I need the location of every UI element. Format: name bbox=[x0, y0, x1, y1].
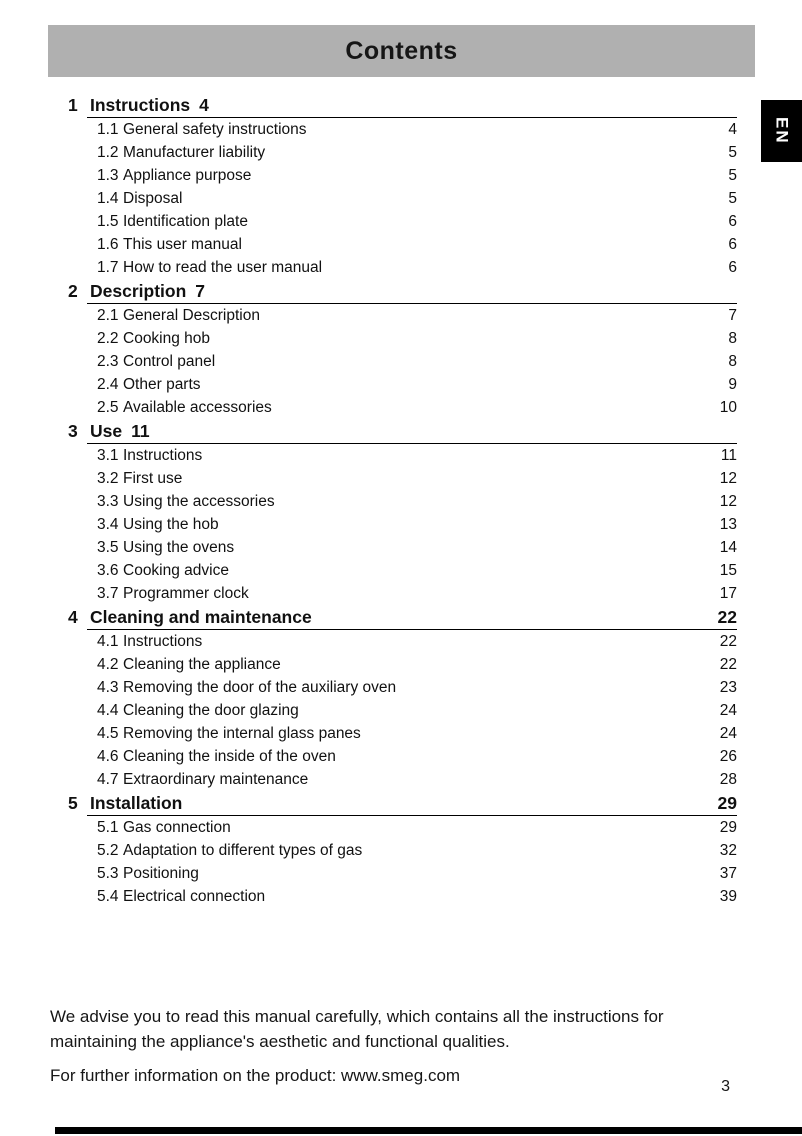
toc-item-title: Using the accessories bbox=[123, 493, 275, 510]
toc-item-number: 2.4 bbox=[97, 376, 119, 393]
toc-item-title: General safety instructions bbox=[123, 121, 307, 138]
toc-item-number: 4.3 bbox=[97, 679, 119, 696]
toc-item bbox=[65, 467, 737, 490]
toc-section-title: Cleaning and maintenance bbox=[90, 607, 312, 627]
toc-item-title: Instructions bbox=[123, 633, 203, 650]
page-title: Contents bbox=[345, 36, 458, 65]
toc-item-title: Cooking hob bbox=[123, 330, 211, 347]
toc-item-page: 6 bbox=[728, 259, 737, 276]
toc-section-header bbox=[65, 279, 737, 303]
toc-item bbox=[65, 745, 737, 768]
toc bbox=[65, 93, 737, 908]
toc-item-title: First use bbox=[123, 470, 183, 487]
toc-section-number: 5 bbox=[68, 793, 78, 813]
toc-item-title: Electrical connection bbox=[123, 888, 266, 905]
toc-item-page: 9 bbox=[728, 376, 737, 393]
toc-item bbox=[65, 582, 737, 605]
toc-item-title: Instructions bbox=[123, 447, 203, 464]
toc-item-page: 5 bbox=[728, 190, 737, 207]
toc-item-page: 7 bbox=[728, 307, 737, 324]
toc-section-header bbox=[65, 93, 737, 117]
toc-item-page: 39 bbox=[719, 888, 737, 905]
toc-item-title: Extraordinary maintenance bbox=[123, 771, 309, 788]
toc-item-page: 28 bbox=[719, 771, 737, 788]
toc-item-number: 1.7 bbox=[97, 259, 119, 276]
toc-item-title: Available accessories bbox=[123, 399, 272, 416]
toc-item-number: 5.2 bbox=[97, 842, 119, 859]
toc-item-title: Other parts bbox=[123, 376, 201, 393]
toc-item-page: 37 bbox=[719, 865, 737, 882]
toc-item-page: 11 bbox=[720, 447, 737, 464]
toc-item-number: 3.1 bbox=[97, 447, 119, 464]
toc-item bbox=[65, 839, 737, 862]
toc-item-title: Using the hob bbox=[123, 516, 219, 533]
toc-item-number: 3.4 bbox=[97, 516, 119, 533]
toc-item-title: Gas connection bbox=[123, 819, 231, 836]
toc-item bbox=[65, 141, 737, 164]
toc-item-number: 1.5 bbox=[97, 213, 119, 230]
toc-item bbox=[65, 653, 737, 676]
toc-item-page: 6 bbox=[728, 213, 737, 230]
toc-item-title: Programmer clock bbox=[123, 585, 249, 602]
toc-item-title: Removing the door of the auxiliary oven bbox=[123, 679, 397, 696]
toc-item-number: 5.4 bbox=[97, 888, 119, 905]
toc-item-number: 4.4 bbox=[97, 702, 119, 719]
footer-note bbox=[50, 1004, 705, 1088]
toc-item-number: 2.1 bbox=[97, 307, 119, 324]
toc-item bbox=[65, 304, 737, 327]
toc-item-number: 3.6 bbox=[97, 562, 119, 579]
toc-section-number: 3 bbox=[68, 421, 78, 441]
toc-item-page: 23 bbox=[719, 679, 737, 696]
toc-item bbox=[65, 490, 737, 513]
toc-item-title: Cooking advice bbox=[123, 562, 229, 579]
toc-item bbox=[65, 630, 737, 653]
toc-item bbox=[65, 210, 737, 233]
more-info-text: For further information on the product: www.smeg.com bbox=[50, 1066, 461, 1085]
toc-item-page: 29 bbox=[719, 819, 737, 836]
toc-item-page: 15 bbox=[719, 562, 737, 579]
toc-section-page: 7 bbox=[195, 281, 206, 301]
toc-item-page: 8 bbox=[728, 330, 737, 347]
toc-item-number: 4.1 bbox=[97, 633, 119, 650]
toc-item-page: 12 bbox=[719, 493, 737, 510]
toc-item-page: 8 bbox=[728, 353, 737, 370]
toc-section-page: 4 bbox=[199, 95, 209, 115]
toc-item bbox=[65, 559, 737, 582]
toc-section-title: Description bbox=[90, 281, 187, 301]
toc-section-title: Installation bbox=[90, 793, 183, 813]
toc-item bbox=[65, 513, 737, 536]
toc-item-number: 1.3 bbox=[97, 167, 119, 184]
toc-section-page: 11 bbox=[131, 421, 150, 441]
toc-item-number: 3.5 bbox=[97, 539, 119, 556]
toc-item bbox=[65, 327, 737, 350]
toc-item-title: Control panel bbox=[123, 353, 216, 370]
toc-item-number: 2.2 bbox=[97, 330, 119, 347]
toc-item bbox=[65, 862, 737, 885]
toc-item bbox=[65, 256, 737, 279]
toc-section-header bbox=[65, 605, 737, 629]
toc-item-number: 4.6 bbox=[97, 748, 119, 765]
toc-item bbox=[65, 350, 737, 373]
toc-item-title: General Description bbox=[123, 307, 260, 324]
toc-item-title: Using the ovens bbox=[123, 539, 235, 556]
bottom-bar bbox=[55, 1127, 802, 1134]
advice-text: We advise you to read this manual carefully, which contains all the instructions for maintaining the appliance's aesthetic and functional qualities. bbox=[50, 1007, 664, 1051]
toc-item bbox=[65, 444, 737, 467]
language-tab bbox=[761, 100, 802, 162]
toc-section-header bbox=[65, 419, 737, 443]
toc-section-number: 2 bbox=[68, 281, 78, 301]
toc-item-number: 1.4 bbox=[97, 190, 119, 207]
toc-section-number: 1 bbox=[68, 95, 78, 115]
toc-item bbox=[65, 885, 737, 908]
toc-item-number: 1.1 bbox=[97, 121, 119, 138]
toc-item bbox=[65, 722, 737, 745]
toc-item bbox=[65, 396, 737, 419]
toc-item-number: 2.3 bbox=[97, 353, 119, 370]
toc-item-title: Positioning bbox=[123, 865, 199, 882]
toc-item-number: 4.7 bbox=[97, 771, 119, 788]
toc-item bbox=[65, 536, 737, 559]
toc-section-title: Instructions bbox=[90, 95, 191, 115]
toc-item bbox=[65, 676, 737, 699]
toc-item-title: Adaptation to different types of gas bbox=[123, 842, 363, 859]
toc-item-page: 17 bbox=[719, 585, 737, 602]
toc-item-number: 5.1 bbox=[97, 819, 119, 836]
toc-item-title: Removing the internal glass panes bbox=[123, 725, 361, 742]
toc-item-page: 12 bbox=[719, 470, 737, 487]
toc-item bbox=[65, 699, 737, 722]
toc-item-title: Identification plate bbox=[123, 213, 248, 230]
toc-item bbox=[65, 768, 737, 791]
toc-item-title: Disposal bbox=[123, 190, 183, 207]
toc-item-page: 5 bbox=[728, 144, 737, 161]
toc-item bbox=[65, 187, 737, 210]
toc-item bbox=[65, 373, 737, 396]
toc-item-title: Manufacturer liability bbox=[123, 144, 266, 161]
toc-item-page: 24 bbox=[719, 725, 737, 742]
toc-section-page: 22 bbox=[717, 607, 737, 627]
toc-item-title: This user manual bbox=[123, 236, 242, 253]
toc-item-number: 4.5 bbox=[97, 725, 119, 742]
toc-item-page: 10 bbox=[719, 399, 737, 416]
language-tab-label: EN bbox=[772, 117, 792, 145]
toc-item-number: 5.3 bbox=[97, 865, 119, 882]
toc-item bbox=[65, 816, 737, 839]
toc-item bbox=[65, 233, 737, 256]
toc-item-number: 4.2 bbox=[97, 656, 119, 673]
toc-item-title: Cleaning the door glazing bbox=[123, 702, 299, 719]
toc-section-number: 4 bbox=[68, 607, 78, 627]
toc-item-number: 1.6 bbox=[97, 236, 119, 253]
toc-item-number: 3.3 bbox=[97, 493, 119, 510]
toc-item-title: Appliance purpose bbox=[123, 167, 252, 184]
toc-item-number: 2.5 bbox=[97, 399, 119, 416]
toc-item-number: 3.2 bbox=[97, 470, 119, 487]
toc-item-title: How to read the user manual bbox=[123, 259, 323, 276]
toc-section-header bbox=[65, 791, 737, 815]
toc-item-page: 24 bbox=[719, 702, 737, 719]
toc-item-page: 32 bbox=[719, 842, 737, 859]
toc-item-page: 4 bbox=[728, 121, 737, 138]
toc-section-title: Use bbox=[90, 421, 123, 441]
toc-item-page: 13 bbox=[719, 516, 737, 533]
page-number: 3 bbox=[721, 1078, 730, 1095]
toc-item bbox=[65, 164, 737, 187]
toc-item-page: 14 bbox=[719, 539, 737, 556]
toc-item-title: Cleaning the inside of the oven bbox=[123, 748, 336, 765]
toc-item-number: 1.2 bbox=[97, 144, 119, 161]
toc-item-title: Cleaning the appliance bbox=[123, 656, 281, 673]
toc-item-page: 22 bbox=[719, 656, 737, 673]
toc-item-page: 5 bbox=[728, 167, 737, 184]
contents-banner bbox=[48, 25, 755, 77]
toc-item bbox=[65, 118, 737, 141]
toc-item-number: 3.7 bbox=[97, 585, 119, 602]
toc-item-page: 6 bbox=[728, 236, 737, 253]
toc-item-page: 26 bbox=[719, 748, 737, 765]
toc-section-page: 29 bbox=[717, 793, 737, 813]
toc-item-page: 22 bbox=[719, 633, 737, 650]
